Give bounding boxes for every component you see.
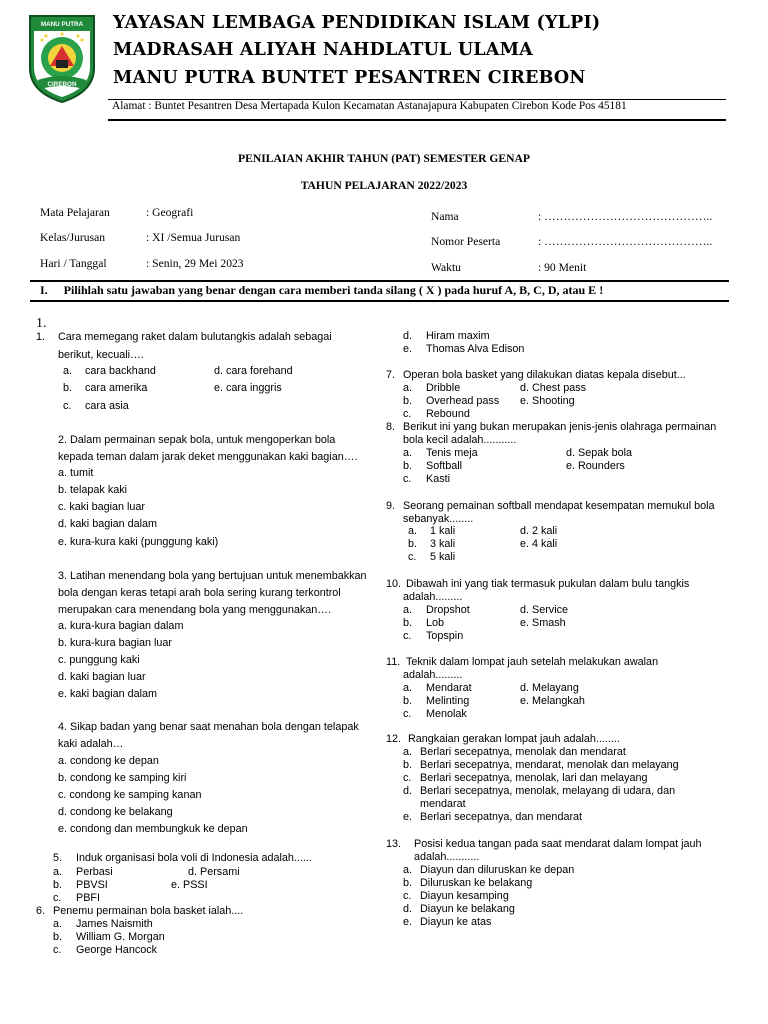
q1-option-d[interactable]: d. cara forehand (214, 365, 293, 377)
q5-option-b-text: PBVSI (76, 879, 108, 891)
q2-option-e[interactable]: e. kura-kura kaki (punggung kaki) (58, 536, 219, 548)
q9-option-a-text: 1 kali (430, 525, 456, 537)
header-address: Alamat : Buntet Pesantren Desa Mertapada Kulon Kecamatan Astanajapura Kabupaten Cirebon Kode Pos 45181 (112, 100, 627, 112)
q11-option-a-text: Mendarat (426, 682, 472, 694)
q11-text: Teknik dalam lompat jauh setelah melakukan awalan (406, 656, 659, 668)
q5-option-e[interactable]: e. PSSI (171, 879, 208, 891)
q4-text-cont: kaki adalah… (58, 738, 124, 750)
q8-number: 8. (386, 421, 396, 433)
q12-option-c[interactable]: c. (403, 772, 412, 784)
q3-text: 3. Latihan menendang bola yang bertujuan untuk menembakkan (58, 570, 367, 582)
q8-option-c[interactable]: c. (403, 473, 412, 485)
q9-option-d[interactable]: d. 2 kali (520, 525, 558, 537)
q13-option-c-text: Diayun kesamping (420, 890, 509, 902)
instruction (40, 283, 603, 298)
q11-number: 11. (386, 656, 401, 668)
q8-option-b-text: Softball (426, 460, 463, 472)
q2-option-d[interactable]: d. kaki bagian dalam (58, 518, 158, 530)
q10-text: Dibawah ini yang tiak termasuk pukulan dalam bulu tangkis (406, 578, 690, 590)
q6-option-b-text: William G. Morgan (76, 931, 165, 943)
q10-option-d[interactable]: d. Service (520, 604, 569, 616)
q12-option-a[interactable]: a. (403, 746, 413, 758)
q8-option-a-text: Tenis meja (426, 447, 478, 459)
subject-value: : Geografi (146, 206, 194, 219)
q9-number: 9. (386, 500, 396, 512)
q3-option-a[interactable]: a. kura-kura bagian dalam (58, 620, 184, 632)
q1-text: Cara memegang raket dalam bulutangkis adalah sebagai (58, 331, 332, 343)
header-foundation: YAYASAN LEMBAGA PENDIDIKAN ISLAM (YLPI) (113, 13, 601, 33)
q3-option-e[interactable]: e. kaki bagian dalam (58, 688, 158, 700)
time-label: Waktu (431, 261, 461, 274)
q7-option-e[interactable]: e. Shooting (520, 395, 575, 407)
q8-option-b[interactable]: b. (403, 460, 413, 472)
q6-option-c[interactable]: c. (53, 944, 62, 956)
q13-option-a[interactable]: a. (403, 864, 413, 876)
date-value: : Senin, 29 Mei 2023 (146, 257, 244, 270)
q8-text: Berikut ini yang bukan merupakan jenis-jenis olahraga permainan (403, 421, 717, 433)
q7-option-a-text: Dribble (426, 382, 461, 394)
q1-text-cont: berikut, kecuali…. (58, 349, 144, 361)
q5-option-a[interactable]: a. (53, 866, 63, 878)
q3-text-cont: bola dengan keras tetapi arah bola sering kurang terkontrol (58, 587, 341, 599)
q12-text: Rangkaian gerakan lompat jauh adalah........ (408, 733, 620, 745)
instruction-number: I. (40, 283, 48, 297)
instruction-text: Pilihlah satu jawaban yang benar dengan cara memberi tanda silang ( X ) pada huruf A, B, C, D, atau E ! (63, 283, 604, 297)
q11-text-cont: adalah......... (403, 669, 463, 681)
q2-text-cont: kepada teman dalam jarak deket menggunakan kaki bagian…. (58, 451, 358, 463)
q6-option-e-text: Thomas Alva Edison (426, 343, 525, 355)
q10-option-b[interactable]: b. (403, 617, 413, 629)
q4-option-a[interactable]: a. condong ke depan (58, 755, 159, 767)
q12-option-d-text-cont: mendarat (420, 798, 466, 810)
q4-option-e[interactable]: e. condong dan membungkuk ke depan (58, 823, 248, 835)
q12-option-d-text: Berlari secepatnya, menolak, melayang di udara, dan (420, 785, 676, 797)
class-value: : XI /Semua Jurusan (146, 231, 241, 244)
q6-option-e[interactable]: e. (403, 343, 413, 355)
q5-option-c[interactable]: c. (53, 892, 62, 904)
q11-option-a[interactable]: a. (403, 682, 413, 694)
q9-option-e[interactable]: e. 4 kali (520, 538, 558, 550)
q12-option-a-text: Berlari secepatnya, menolak dan mendarat (420, 746, 626, 758)
q5-option-b[interactable]: b. (53, 879, 63, 891)
q1-number: 1. (36, 331, 46, 343)
q10-option-c[interactable]: c. (403, 630, 412, 642)
q4-text: 4. Sikap badan yang benar saat menahan bola dengan telapak (58, 721, 359, 733)
class-label: Kelas/Jurusan (40, 231, 106, 244)
q11-option-b-text: Melinting (426, 695, 470, 707)
q9-option-c[interactable]: c. (408, 551, 417, 563)
q4-option-b[interactable]: b. condong ke samping kiri (58, 772, 187, 784)
q12-option-d[interactable]: d. (403, 785, 413, 797)
q13-option-e[interactable]: e. (403, 916, 413, 928)
q13-option-a-text: Diayun dan diluruskan ke depan (420, 864, 575, 876)
q8-option-d[interactable]: d. Sepak bola (566, 447, 633, 459)
q1-option-c-text: cara asia (85, 400, 129, 412)
q7-number: 7. (386, 369, 396, 381)
q12-option-c-text: Berlari secepatnya, menolak, lari dan melayang (420, 772, 648, 784)
q1-option-c[interactable]: c. (63, 400, 72, 412)
q2-option-b[interactable]: b. telapak kaki (58, 484, 128, 496)
q11-option-b[interactable]: b. (403, 695, 413, 707)
q7-option-b[interactable]: b. (403, 395, 413, 407)
q8-option-e[interactable]: e. Rounders (566, 460, 625, 472)
q6-number: 6. (36, 905, 46, 917)
q9-option-b[interactable]: b. (408, 538, 418, 550)
q3-option-d[interactable]: d. kaki bagian luar (58, 671, 146, 683)
q6-option-d-text: Hiram maxim (426, 330, 490, 342)
q5-text: Induk organisasi bola voli di Indonesia adalah...... (76, 852, 312, 864)
q13-text-cont: adalah........... (414, 851, 480, 863)
q10-option-c-text: Topspin (426, 630, 464, 642)
q8-text-cont: bola kecil adalah........... (403, 434, 517, 446)
q10-option-e[interactable]: e. Smash (520, 617, 566, 629)
q10-option-b-text: Lob (426, 617, 445, 629)
q2-option-a[interactable]: a. tumit (58, 467, 94, 479)
number-field[interactable]: : …………………………………….. (538, 235, 713, 248)
q10-option-a-text: Dropshot (426, 604, 470, 616)
q13-option-b[interactable]: b. (403, 877, 413, 889)
subject-label: Mata Pelajaran (40, 206, 110, 219)
q8-option-a[interactable]: a. (403, 447, 413, 459)
q6-option-c-text: George Hancock (76, 944, 158, 956)
q13-text: Posisi kedua tangan pada saat mendarat dalam lompat jauh (414, 838, 702, 850)
header-school-name: MANU PUTRA BUNTET PESANTREN CIREBON (113, 68, 586, 88)
q6-option-b[interactable]: b. (53, 931, 63, 943)
header-rule-bottom (108, 119, 726, 121)
q1-option-e[interactable]: e. cara inggris (214, 382, 282, 394)
number-label: Nomor Peserta (431, 235, 501, 248)
q13-option-d-text: Diayun ke belakang (420, 903, 515, 915)
exam-title: PENILAIAN AKHIR TAHUN (PAT) SEMESTER GENAP (238, 152, 530, 165)
q4-option-d[interactable]: d. condong ke belakang (58, 806, 173, 818)
school-logo (22, 10, 102, 105)
q13-option-b-text: Diluruskan ke belakang (420, 877, 533, 889)
q7-option-c-text: Rebound (426, 408, 470, 420)
q10-number: 10. (386, 578, 402, 590)
q6-text: Penemu permainan bola basket ialah.... (53, 905, 244, 917)
time-value: : 90 Menit (538, 261, 587, 274)
q2-text: 2. Dalam permainan sepak bola, untuk mengoperkan bola (58, 434, 336, 446)
q4-option-c[interactable]: c. condong ke samping kanan (58, 789, 202, 801)
q11-option-d[interactable]: d. Melayang (520, 682, 579, 694)
q10-option-a[interactable]: a. (403, 604, 413, 616)
name-label: Nama (431, 210, 459, 223)
logo-text-bottom: CIREBON (47, 81, 77, 88)
q7-text: Operan bola basket yang dilakukan diatas kepala disebut... (403, 369, 686, 381)
q5-number: 5. (53, 852, 63, 864)
q5-option-d[interactable]: d. Persami (188, 866, 240, 878)
q11-option-c[interactable]: c. (403, 708, 412, 720)
logo-text-top: MANU PUTRA (40, 21, 84, 28)
q7-option-a[interactable]: a. (403, 382, 413, 394)
q12-option-e-text: Berlari secepatnya, dan mendarat (420, 811, 583, 823)
q11-option-e[interactable]: e. Melangkah (520, 695, 585, 707)
q1-option-b-text: cara amerika (85, 382, 148, 394)
q9-option-a[interactable]: a. (408, 525, 418, 537)
name-field[interactable]: : …………………………………….. (538, 210, 713, 223)
q12-option-b-text: Berlari secepatnya, mendarat, menolak dan melayang (420, 759, 679, 771)
q13-option-e-text: Diayun ke atas (420, 916, 492, 928)
q2-option-c[interactable]: c. kaki bagian luar (58, 501, 146, 513)
q12-option-b[interactable]: b. (403, 759, 413, 771)
q9-text: Seorang pemainan softball mendapat kesempatan memukul bola (403, 500, 715, 512)
q13-option-d[interactable]: d. (403, 903, 413, 915)
q6-option-a[interactable]: a. (53, 918, 63, 930)
q9-text-cont: sebanyak........ (403, 513, 474, 525)
q1-option-a-text: cara backhand (85, 365, 156, 377)
q9-option-c-text: 5 kali (430, 551, 456, 563)
q11-option-c-text: Menolak (426, 708, 467, 720)
q7-option-b-text: Overhead pass (426, 395, 500, 407)
q5-option-a-text: Perbasi (76, 866, 113, 878)
q1-option-a[interactable]: a. (63, 365, 73, 377)
q6-option-a-text: James Naismith (76, 918, 153, 930)
q9-option-b-text: 3 kali (430, 538, 456, 550)
q3-text-cont2: merupakan cara menendang bola yang menggunakan…. (58, 604, 332, 616)
q7-option-d[interactable]: d. Chest pass (520, 382, 587, 394)
q12-number: 12. (386, 733, 402, 745)
date-label: Hari / Tanggal (40, 257, 107, 270)
q3-option-c[interactable]: c. punggung kaki (58, 654, 140, 666)
header-school: MADRASAH ALIYAH NAHDLATUL ULAMA (113, 40, 533, 60)
q5-option-c-text: PBFI (76, 892, 100, 904)
q12-option-e[interactable]: e. (403, 811, 413, 823)
q1-option-b[interactable]: b. (63, 382, 73, 394)
section-number: 1. (36, 316, 47, 331)
q7-option-c[interactable]: c. (403, 408, 412, 420)
exam-year: TAHUN PELAJARAN 2022/2023 (300, 179, 468, 192)
q10-text-cont: adalah......... (403, 591, 463, 603)
q13-number: 13. (386, 838, 402, 850)
q8-option-c-text: Kasti (426, 473, 451, 485)
q3-option-b[interactable]: b. kura-kura bagian luar (58, 637, 173, 649)
q6-option-d[interactable]: d. (403, 330, 413, 342)
q13-option-c[interactable]: c. (403, 890, 412, 902)
